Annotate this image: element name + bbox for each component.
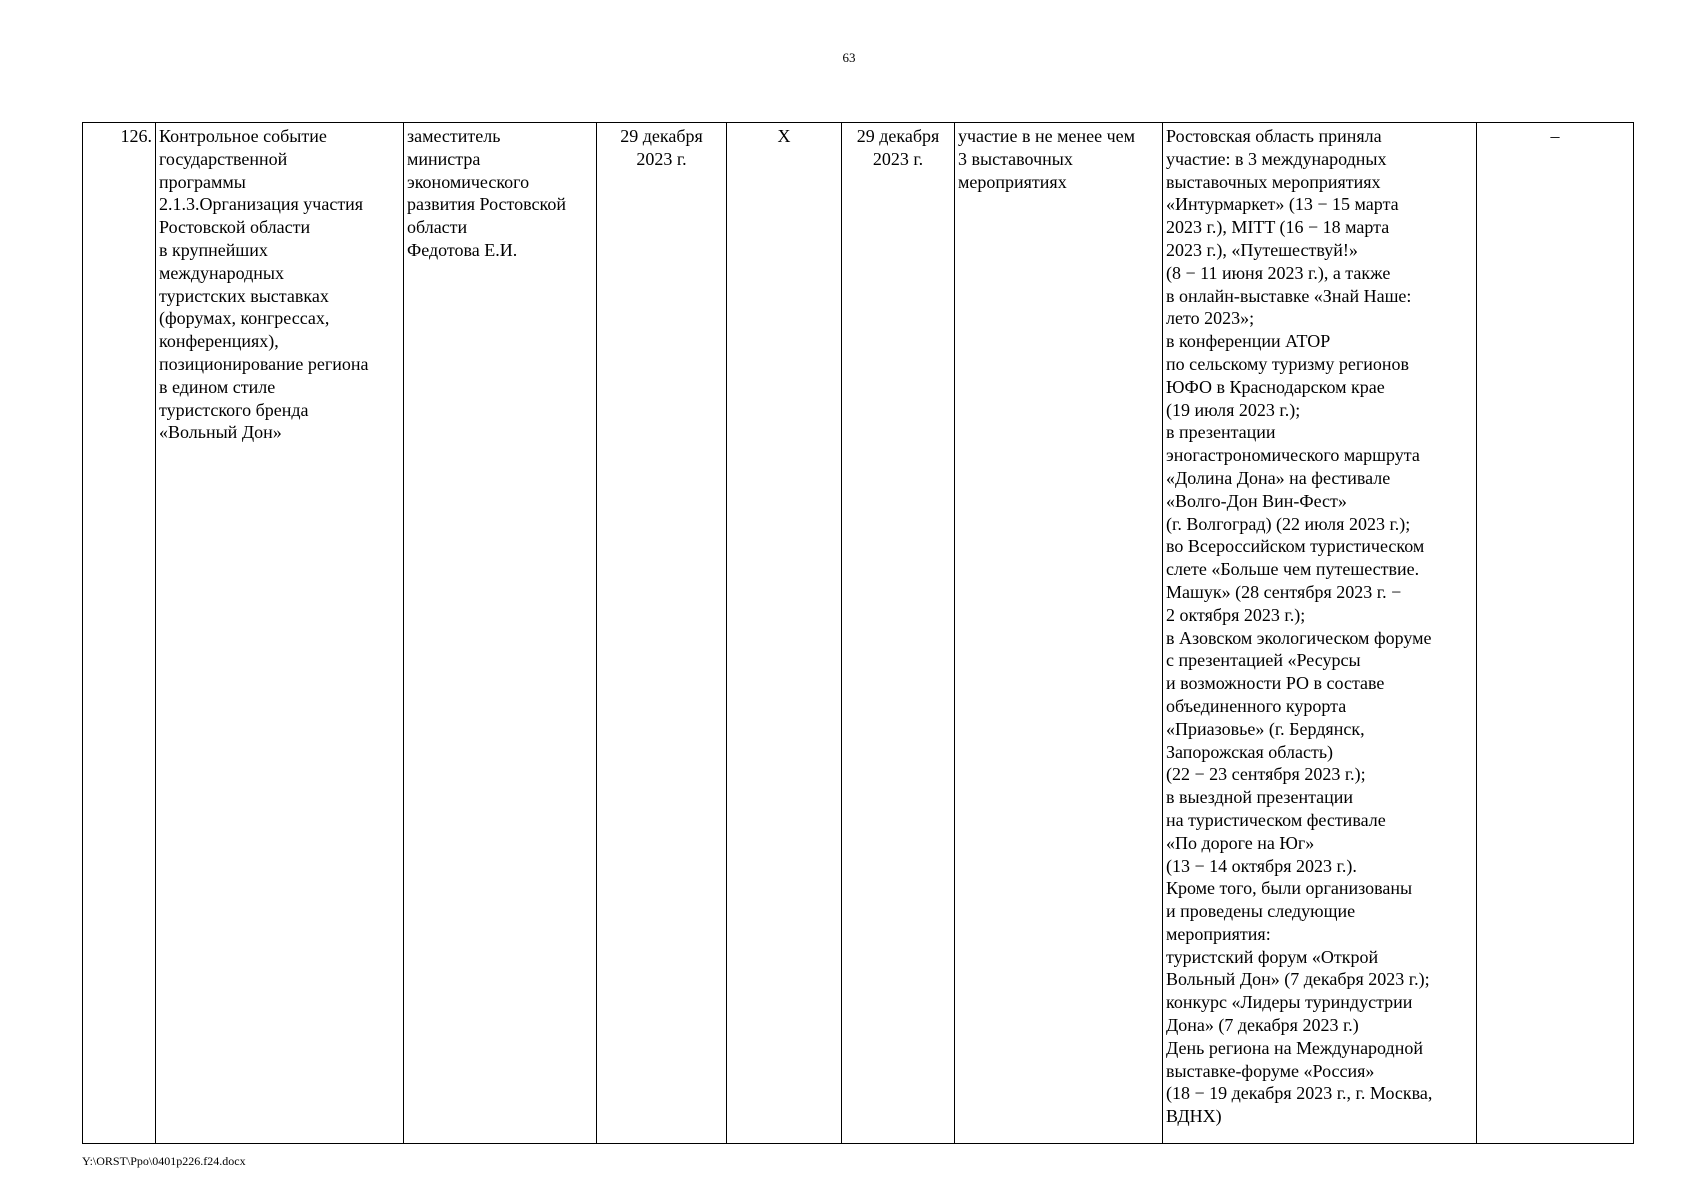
actual-result-cell: Ростовская область приняла участие: в 3 международных выставочных мероприятиях «Интурмаркет» (13 − 15 марта 2023 г.), MITT (16 − 18 марта 2023 г.), «Путешествуй!» (8 − 11 июня 2023 г.), а также в онлайн-выставке «Знай Наше: лето 2023»; в конференции АТОР по сельскому туризму регионов ЮФО в Краснодарском крае (19 июля 2023 г.); в презентации эногастрономического маршрута «Долина Дона» на фестивале «Волго-Дон Вин-Фест» (г. Волгоград) (22 июля 2023 г.); во Всероссийском туристическом слете «Больше чем путешествие. Машук» (28 сентября 2023 г. − 2 октября 2023 г.); в Азовском экологическом форуме с презентацией «Ресурсы и возможности РО в составе объединенного курорта «Приазовье» (г. Бердянск, Запорожская область) (22 − 23 сентября 2023 г.); в выездной презентации на туристическом фестивале «По дороге на Юг» (13 − 14 октября 2023 г.). Кроме того, были организованы и проведены следующие мероприятия: туристский форум «Открой Вольный Дон» (7 декабря 2023 г.); конкурс «Лидеры туриндустрии Дона» (7 декабря 2023 г.) День региона на Международной выставке-форуме «Россия» (18 − 19 декабря 2023 г., г. Москва, ВДНХ) [1163,123,1477,1144]
report-table [82,122,1634,1144]
fact-date-cell: 29 декабря 2023 г. [842,123,955,1144]
note-cell: – [1477,123,1634,1144]
table-row [83,123,1634,1144]
row-number-cell: 126. [83,123,156,1144]
event-name-cell: Контрольное событие государственной программы 2.1.3.Организация участия Ростовской области в крупнейших международных туристских выставках (форумах, конгрессах, конференциях), позиционирование региона в едином стиле туристского бренда «Вольный Дон» [156,123,404,1144]
planned-result-cell: участие в не менее чем 3 выставочных мероприятиях [955,123,1163,1144]
responsible-person-cell: заместитель министра экономического развития Ростовской области Федотова Е.И. [404,123,597,1144]
mark-cell: Х [727,123,842,1144]
document-file-path: Y:\ORST\Ppo\0401p226.f24.docx [82,1154,246,1168]
plan-date-cell: 29 декабря 2023 г. [597,123,727,1144]
page-number: 63 [842,50,856,65]
